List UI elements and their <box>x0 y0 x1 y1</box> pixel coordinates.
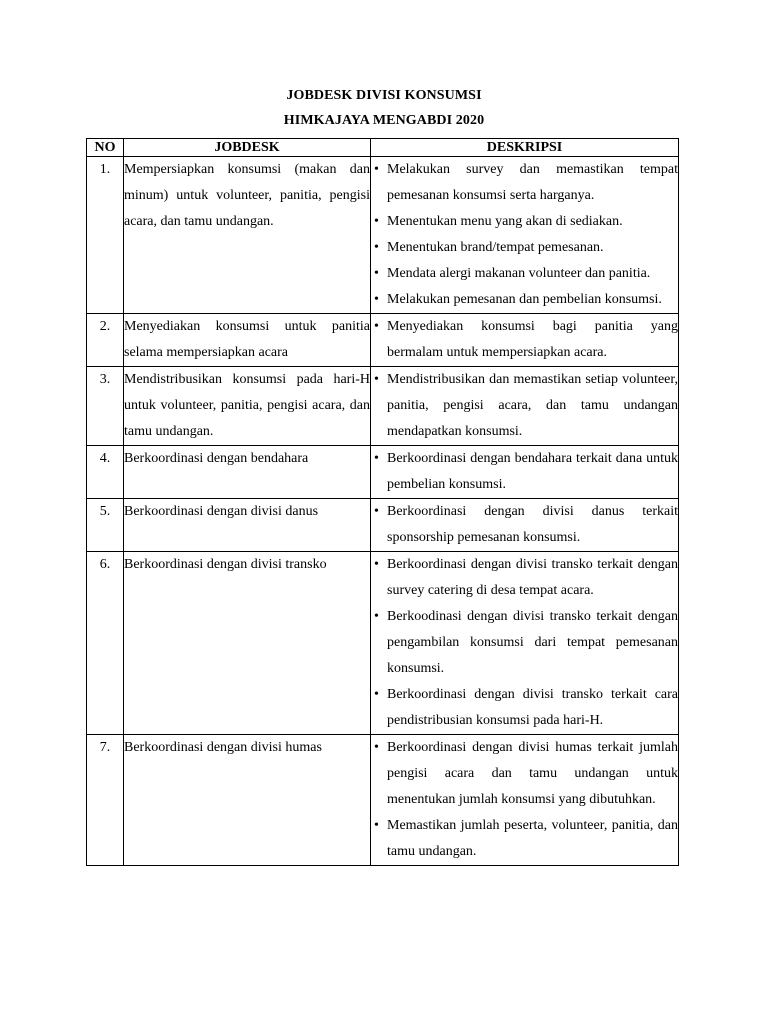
table-row <box>87 367 679 446</box>
deskripsi-item: • Mendata alergi makanan volunteer dan panitia. <box>371 261 678 287</box>
table-row <box>87 552 679 735</box>
deskripsi-list <box>371 499 678 551</box>
deskripsi-cell <box>371 499 679 552</box>
deskripsi-item: • Menentukan brand/tempat pemesanan. <box>371 235 678 261</box>
table-row <box>87 446 679 499</box>
deskripsi-list <box>371 446 678 498</box>
deskripsi-item: • Melakukan pemesanan dan pembelian konsumsi. <box>371 287 678 313</box>
deskripsi-item: • Berkoordinasi dengan divisi danus terkait sponsorship pemesanan konsumsi. <box>371 499 678 551</box>
header-jobdesk: JOBDESK <box>124 139 371 157</box>
table-row <box>87 735 679 866</box>
row-number: 6. <box>87 552 124 735</box>
jobdesk-cell: Mempersiapkan konsumsi (makan dan minum) untuk volunteer, panitia, pengisi acara, dan tamu undangan. <box>124 157 371 314</box>
deskripsi-cell <box>371 157 679 314</box>
deskripsi-item: • Melakukan survey dan memastikan tempat pemesanan konsumsi serta harganya. <box>371 157 678 209</box>
deskripsi-cell <box>371 552 679 735</box>
deskripsi-list <box>371 314 678 366</box>
jobdesk-cell: Mendistribusikan konsumsi pada hari-H untuk volunteer, panitia, pengisi acara, dan tamu undangan. <box>124 367 371 446</box>
jobdesk-cell: Berkoordinasi dengan divisi danus <box>124 499 371 552</box>
jobdesk-cell: Berkoordinasi dengan bendahara <box>124 446 371 499</box>
row-number: 4. <box>87 446 124 499</box>
table-row <box>87 157 679 314</box>
deskripsi-list <box>371 157 678 313</box>
jobdesk-cell: Berkoordinasi dengan divisi humas <box>124 735 371 866</box>
deskripsi-cell <box>371 446 679 499</box>
header-deskripsi: DESKRIPSI <box>371 139 679 157</box>
deskripsi-cell <box>371 735 679 866</box>
deskripsi-cell <box>371 314 679 367</box>
row-number: 5. <box>87 499 124 552</box>
row-number: 3. <box>87 367 124 446</box>
deskripsi-item: • Berkoordinasi dengan bendahara terkait dana untuk pembelian konsumsi. <box>371 446 678 498</box>
table-row <box>87 499 679 552</box>
deskripsi-list <box>371 552 678 734</box>
deskripsi-item: • Menentukan menu yang akan di sediakan. <box>371 209 678 235</box>
row-number: 7. <box>87 735 124 866</box>
deskripsi-list <box>371 735 678 865</box>
deskripsi-item: • Memastikan jumlah peserta, volunteer, panitia, dan tamu undangan. <box>371 813 678 865</box>
document-subtitle: HIMKAJAYA MENGABDI 2020 <box>283 113 485 128</box>
table-body <box>87 157 679 866</box>
deskripsi-item: • Berkoodinasi dengan divisi transko terkait dengan pengambilan konsumsi dari tempat pemesanan konsumsi. <box>371 604 678 682</box>
jobdesk-cell: Menyediakan konsumsi untuk panitia selama mempersiapkan acara <box>124 314 371 367</box>
document-title: JOBDESK DIVISI KONSUMSI <box>286 88 482 103</box>
jobdesk-table <box>86 138 679 866</box>
row-number: 1. <box>87 157 124 314</box>
deskripsi-item: • Mendistribusikan dan memastikan setiap volunteer, panitia, pengisi acara, dan tamu undangan mendapatkan konsumsi. <box>371 367 678 445</box>
deskripsi-list <box>371 367 678 445</box>
deskripsi-item: • Menyediakan konsumsi bagi panitia yang bermalam untuk mempersiapkan acara. <box>371 314 678 366</box>
deskripsi-item: • Berkoordinasi dengan divisi transko terkait cara pendistribusian konsumsi pada hari-H. <box>371 682 678 734</box>
jobdesk-cell: Berkoordinasi dengan divisi transko <box>124 552 371 735</box>
row-number: 2. <box>87 314 124 367</box>
header-no: NO <box>87 139 124 157</box>
deskripsi-cell <box>371 367 679 446</box>
deskripsi-item: • Berkoordinasi dengan divisi humas terkait jumlah pengisi acara dan tamu undangan untuk menentukan jumlah konsumsi yang dibutuhkan. <box>371 735 678 813</box>
table-header-row <box>87 139 679 157</box>
deskripsi-item: • Berkoordinasi dengan divisi transko terkait dengan survey catering di desa tempat acara. <box>371 552 678 604</box>
table-row <box>87 314 679 367</box>
